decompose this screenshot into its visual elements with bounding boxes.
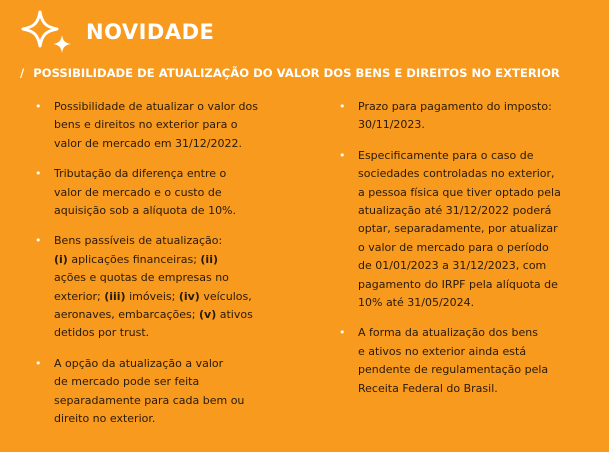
item-line: valor de mercado em 31/12/2022.	[54, 136, 242, 150]
item-text: imóveis;	[125, 289, 179, 303]
item-line: o valor de mercado para o período	[358, 240, 549, 254]
bullet-icon: •	[35, 234, 42, 248]
list-item	[34, 355, 296, 429]
item-line: e ativos no exterior ainda está	[358, 344, 527, 358]
item-line: A opção da atualização a valor	[54, 356, 224, 370]
bullet-icon: •	[35, 100, 42, 113]
item-line: bens e direitos no exterior para o	[54, 118, 238, 132]
list-item	[338, 98, 600, 135]
item-roman: (i)	[54, 252, 68, 266]
subtitle-slash: /	[20, 66, 25, 80]
bullet-icon: •	[35, 356, 42, 370]
list-item	[34, 98, 296, 153]
item-line: de 01/01/2023 a 31/12/2023, com	[358, 259, 547, 273]
list-item	[338, 147, 600, 313]
item-line: direito no exterior.	[54, 412, 156, 426]
item-line: 10% até 31/05/2024.	[358, 296, 475, 310]
left-column-list	[34, 98, 296, 441]
item-roman: (v)	[199, 308, 217, 322]
item-line: detidos por trust.	[54, 326, 150, 340]
item-text: aplicações financeiras;	[67, 252, 201, 266]
item-line: ações e quotas de empresas no	[54, 271, 229, 285]
item-line: Receita Federal do Brasil.	[358, 381, 498, 395]
item-text: veículos,	[199, 289, 252, 303]
right-column-list	[338, 98, 600, 410]
subtitle-text: POSSIBILIDADE DE ATUALIZAÇÃO DO VALOR DOS BENS E DIREITOS NO EXTERIOR	[33, 66, 560, 80]
list-item	[338, 324, 600, 398]
item-line: pendente de regulamentação pela	[358, 363, 549, 377]
item-text: aeronaves, embarcações;	[54, 308, 199, 322]
item-text: exterior;	[54, 289, 105, 303]
item-roman: (iv)	[178, 289, 200, 303]
list-item	[34, 232, 296, 342]
item-line: optar, separadamente, por atualizar	[358, 222, 558, 236]
item-roman: (iii)	[104, 289, 126, 303]
item-line: Bens passíveis de atualização:	[54, 234, 223, 248]
item-line: Especificamente para o caso de	[358, 148, 534, 162]
section-subtitle	[20, 66, 600, 80]
header-title: NOVIDADE	[86, 20, 215, 44]
item-line: Tributação da diferença entre o	[54, 167, 227, 181]
item-roman: (ii)	[200, 252, 219, 266]
item-line: Possibilidade de atualizar o valor dos	[54, 100, 258, 113]
bullet-icon: •	[339, 148, 346, 162]
item-text: ativos	[216, 308, 253, 322]
item-line: 30/11/2023.	[358, 118, 425, 132]
item-line: Prazo para pagamento do imposto:	[358, 100, 552, 113]
item-line: separadamente para cada bem ou	[54, 393, 245, 407]
item-line: sociedades controladas no exterior,	[358, 167, 555, 181]
bullet-icon: •	[35, 167, 42, 181]
item-line: aquisição sob a alíquota de 10%.	[54, 204, 237, 218]
list-item	[34, 165, 296, 220]
item-line: pagamento do IRPF pela alíquota de	[358, 277, 558, 291]
bullet-icon: •	[339, 326, 346, 340]
bullet-icon: •	[339, 100, 346, 113]
header	[20, 10, 214, 54]
item-line: A forma da atualização dos bens	[358, 326, 538, 340]
item-line: atualização até 31/12/2022 poderá	[358, 204, 552, 218]
item-line: de mercado pode ser feita	[54, 375, 200, 389]
sparkle-stars-icon	[20, 10, 74, 54]
item-line: valor de mercado e o custo de	[54, 185, 222, 199]
item-line: a pessoa física que tiver optado pela	[358, 185, 561, 199]
